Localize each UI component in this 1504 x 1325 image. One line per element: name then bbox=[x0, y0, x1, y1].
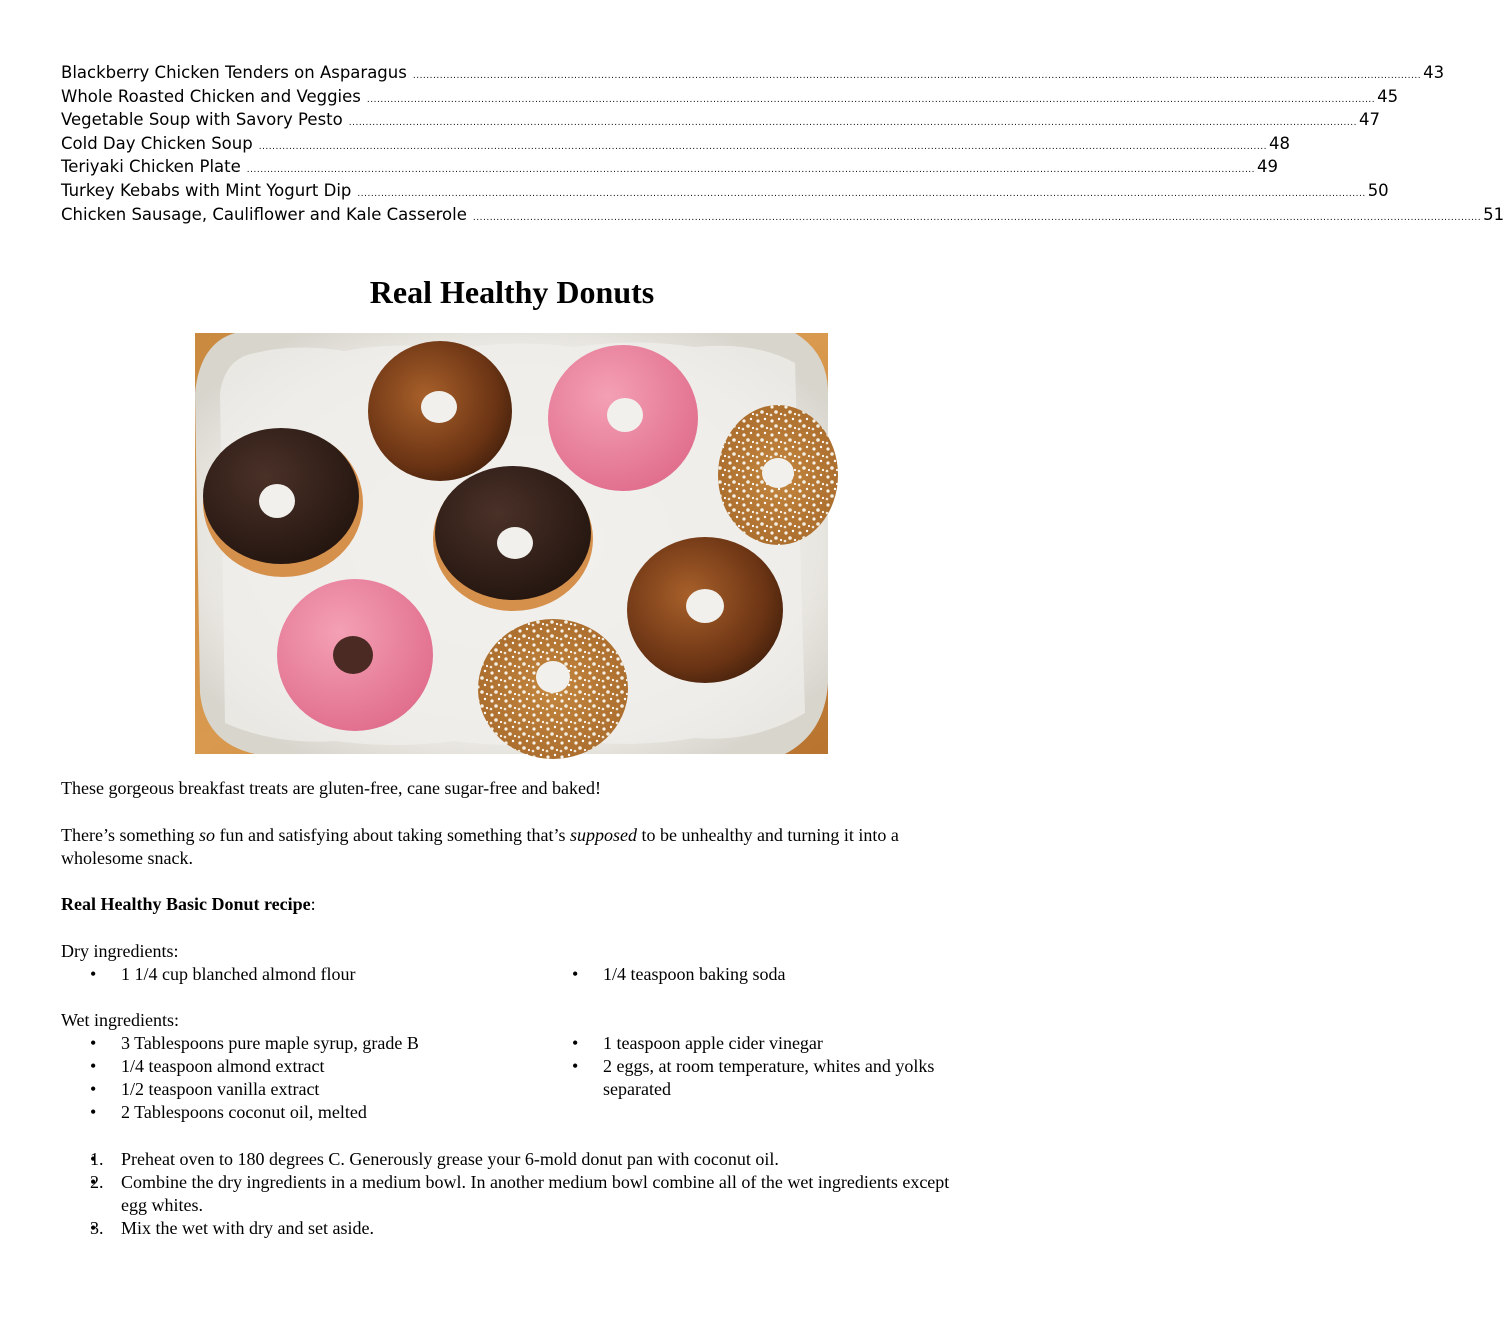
recipe-heading-text: Real Healthy Basic Donut recipe bbox=[61, 894, 311, 914]
toc-entry[interactable] bbox=[61, 203, 1504, 227]
step-text: Mix the wet with dry and set aside. bbox=[121, 1218, 374, 1238]
toc-leader-dots: ............................................................................................................................................................................................................................................................................................................ bbox=[348, 118, 1357, 129]
toc-leader-dots: ............................................................................................................................................................................................................................................................................................................ bbox=[472, 212, 1482, 223]
intro-paragraph: These gorgeous breakfast treats are gluten-free, cane sugar-free and baked! bbox=[61, 778, 602, 798]
description-paragraph bbox=[61, 824, 961, 870]
description-emphasis: supposed bbox=[569, 825, 637, 845]
toc-leader-dots: ............................................................................................................................................................................................................................................................................................................ bbox=[246, 165, 1256, 176]
toc-entry[interactable] bbox=[61, 108, 1380, 132]
cinnamon-donut bbox=[368, 341, 512, 481]
wet-ingredients-label: Wet ingredients: bbox=[61, 1010, 180, 1030]
step-text: Combine the dry ingredients in a medium bowl. In another medium bowl combine all of the wet ingredients except egg whites. bbox=[121, 1172, 950, 1215]
instruction-step bbox=[61, 1148, 961, 1171]
toc-entry-page: 48 bbox=[1268, 133, 1290, 153]
toc-entry-title: Vegetable Soup with Savory Pesto bbox=[61, 110, 343, 130]
toc-entry-title: Teriyaki Chicken Plate bbox=[61, 157, 241, 177]
donut-photo bbox=[195, 333, 828, 754]
instructions-list bbox=[61, 1148, 961, 1240]
pink-donut bbox=[277, 579, 433, 731]
ingredient-item: • 1 1/4 cup blanched almond flour bbox=[61, 963, 541, 986]
step-number: • 1. bbox=[90, 1149, 104, 1169]
toc-entry-page: 45 bbox=[1377, 86, 1399, 106]
toc-leader-dots: ............................................................................................................................................................................................................................................................................................................ bbox=[357, 188, 1366, 199]
description-text: fun and satisfying about taking something that’s bbox=[215, 825, 570, 845]
dry-ingredients-list-left bbox=[61, 963, 541, 986]
step-number: • 3. bbox=[90, 1218, 104, 1238]
toc-entry-title: Whole Roasted Chicken and Veggies bbox=[61, 86, 361, 106]
table-of-contents bbox=[61, 61, 1504, 226]
chocolate-donut bbox=[433, 466, 593, 611]
description-emphasis: so bbox=[198, 825, 215, 845]
toc-entry[interactable] bbox=[61, 155, 1279, 179]
toc-entry-page: 50 bbox=[1367, 180, 1389, 200]
ingredient-item: • 2 Tablespoons coconut oil, melted bbox=[61, 1101, 541, 1124]
ingredient-item: • 1/2 teaspoon vanilla extract bbox=[61, 1078, 541, 1101]
toc-entry-page: 43 bbox=[1423, 63, 1445, 82]
wet-ingredients-list-left bbox=[61, 1032, 541, 1124]
recipe-heading bbox=[61, 893, 961, 916]
instruction-step bbox=[61, 1171, 961, 1217]
description-text: There’s something bbox=[61, 825, 199, 845]
coconut-donut bbox=[478, 619, 628, 759]
ingredient-item: • 3 Tablespoons pure maple syrup, grade B bbox=[61, 1032, 541, 1055]
toc-entry-title: Chicken Sausage, Cauliflower and Kale Casserole bbox=[61, 204, 467, 224]
toc-leader-dots: ............................................................................................................................................................................................................................................................................................................ bbox=[258, 141, 1267, 152]
toc-entry-title: Turkey Kebabs with Mint Yogurt Dip bbox=[61, 180, 352, 200]
recipe-heading-colon: : bbox=[310, 894, 316, 914]
step-number: • 2. bbox=[90, 1172, 104, 1192]
cinnamon-donut bbox=[627, 537, 783, 683]
page-title: Real Healthy Donuts bbox=[369, 274, 655, 310]
toc-entry[interactable] bbox=[61, 132, 1290, 156]
toc-entry-title: Blackberry Chicken Tenders on Asparagus bbox=[61, 63, 407, 82]
toc-entry[interactable] bbox=[61, 61, 1445, 85]
ingredient-item: • 1/4 teaspoon almond extract bbox=[61, 1055, 541, 1078]
ingredient-item: • 1/4 teaspoon baking soda bbox=[543, 963, 963, 986]
toc-entry-page: 51 bbox=[1483, 204, 1504, 224]
step-text: Preheat oven to 180 degrees C. Generously grease your 6-mold donut pan with coconut oil. bbox=[121, 1149, 779, 1169]
wet-ingredients-list-right bbox=[543, 1032, 943, 1101]
toc-leader-dots: ............................................................................................................................................................................................................................................................................................................ bbox=[366, 94, 1376, 105]
ingredient-item: • 2 eggs, at room temperature, whites and yolks separated bbox=[543, 1055, 943, 1101]
toc-entry[interactable] bbox=[61, 179, 1389, 203]
description-text: to be unhealthy and turning it into a wholesome snack. bbox=[61, 825, 899, 868]
instruction-step bbox=[61, 1217, 961, 1240]
pink-donut bbox=[548, 345, 698, 491]
ingredient-item: • 1 teaspoon apple cider vinegar bbox=[543, 1032, 943, 1055]
chocolate-donut bbox=[203, 428, 363, 577]
toc-entry[interactable] bbox=[61, 85, 1399, 109]
toc-entry-title: Cold Day Chicken Soup bbox=[61, 133, 253, 153]
toc-entry-page: 47 bbox=[1359, 110, 1380, 130]
toc-entry-page: 49 bbox=[1257, 157, 1279, 177]
toc-leader-dots: ............................................................................................................................................................................................................................................................................................................ bbox=[412, 71, 1422, 81]
coconut-donut bbox=[718, 405, 838, 545]
dry-ingredients-list-right bbox=[543, 963, 963, 986]
dry-ingredients-label: Dry ingredients: bbox=[61, 941, 179, 961]
